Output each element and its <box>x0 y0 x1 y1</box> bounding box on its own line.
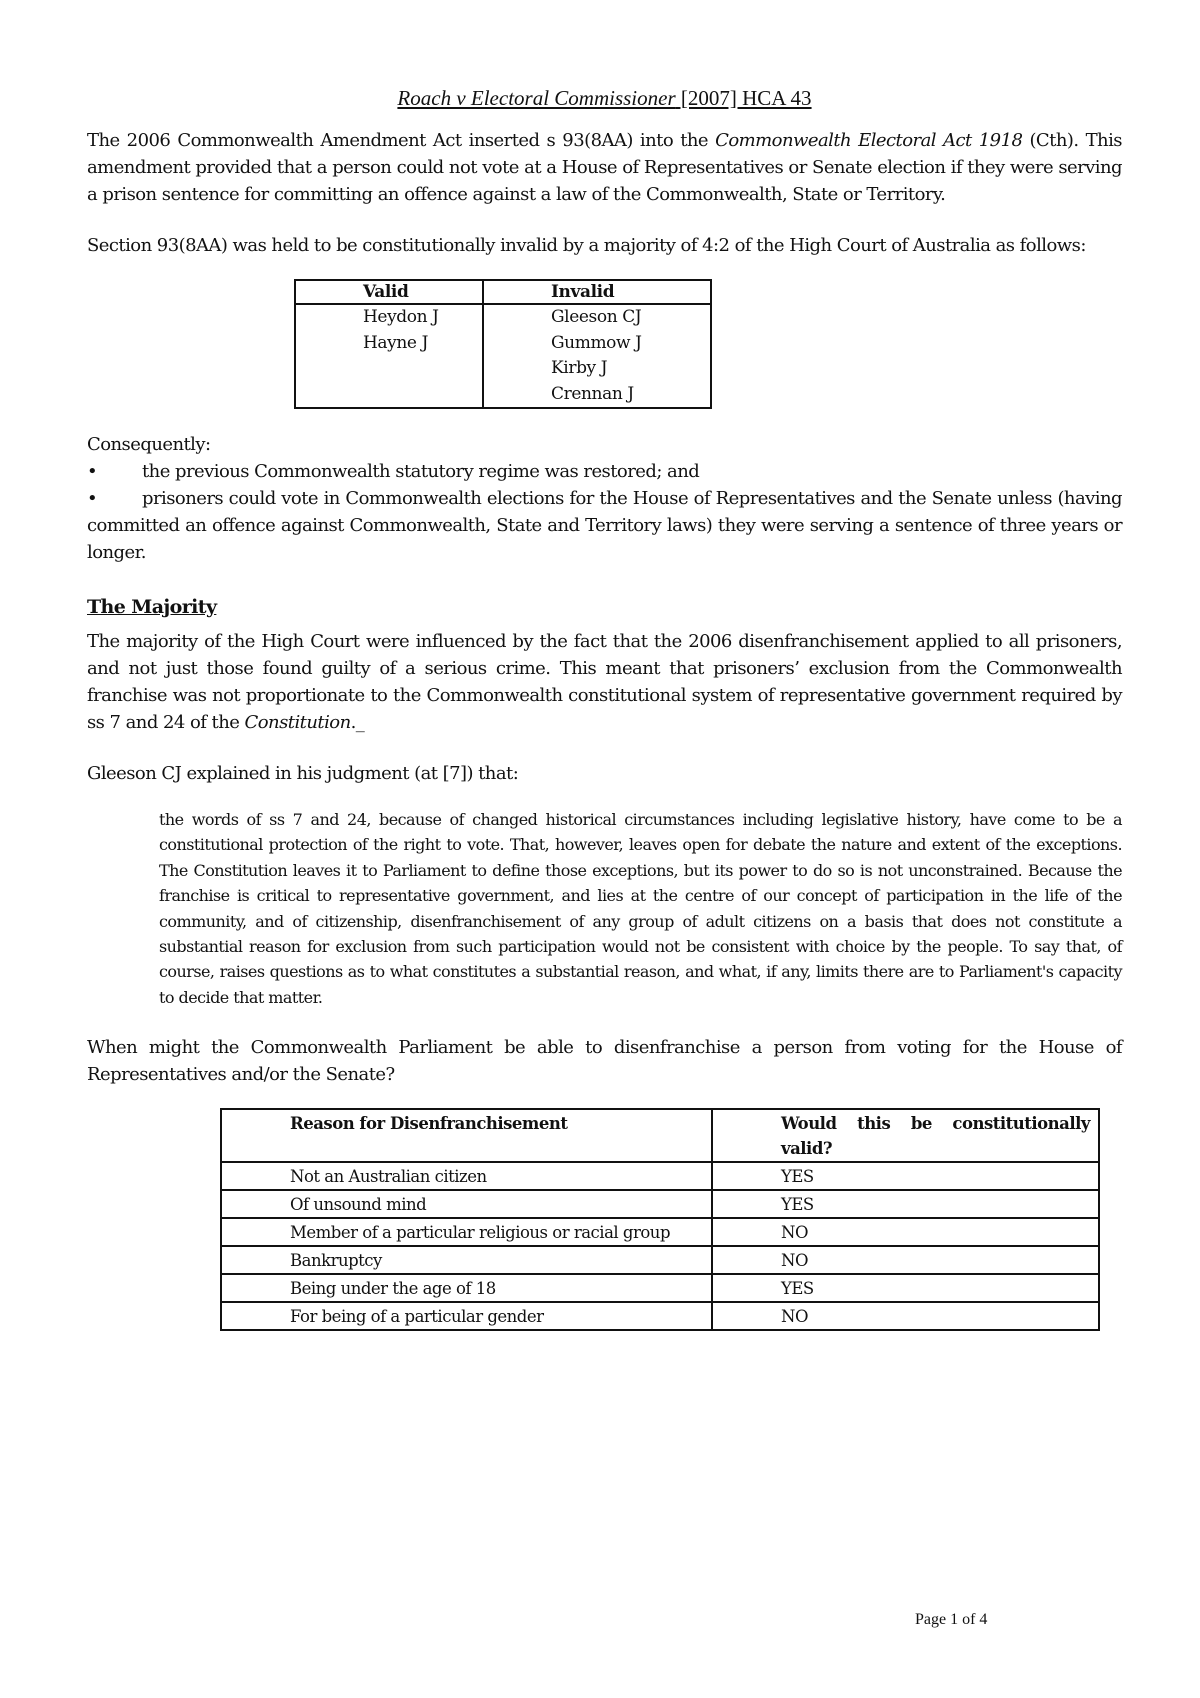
case-name: Roach v Electoral Commissioner <box>397 86 676 110</box>
judges-header-row <box>295 280 711 304</box>
section-paragraph: Section 93(8AA) was held to be constitutionally invalid by a majority of 4:2 of the High Court of Australia as follows: <box>87 235 1086 256</box>
reason-cell: Of unsound mind <box>221 1190 712 1218</box>
reason-cell: Bankruptcy <box>221 1246 712 1274</box>
judges-body-row <box>295 304 711 408</box>
page-number: Page 1 of 4 <box>915 1611 988 1628</box>
validity-cell: NO <box>712 1218 1099 1246</box>
bullet-icon: • <box>87 488 98 509</box>
judges-table <box>294 279 712 409</box>
table-row <box>221 1162 1099 1190</box>
invalid-judges-cell <box>483 304 711 408</box>
bullet-icon: • <box>87 461 98 482</box>
validity-cell: NO <box>712 1302 1099 1330</box>
intro-paragraph <box>87 127 1122 208</box>
judge-name: Gummow J <box>551 332 642 353</box>
table-row <box>221 1246 1099 1274</box>
judge-name: Hayne J <box>363 332 428 353</box>
reason-cell: Not an Australian citizen <box>221 1162 712 1190</box>
majority-paragraph <box>87 628 1122 736</box>
act-name: Commonwealth Electoral Act 1918 <box>715 130 1023 151</box>
validity-cell: YES <box>712 1274 1099 1302</box>
judge-name: Heydon J <box>363 307 439 327</box>
reason-header: Reason for Disenfranchisement <box>221 1109 712 1162</box>
consequently-label: Consequently: <box>87 434 211 455</box>
bullet-item <box>87 485 1122 566</box>
majority-heading: The Majority <box>87 596 217 618</box>
bullet-text: the previous Commonwealth statutory regime was restored; and <box>142 461 700 482</box>
majority-text: The majority of the High Court were influenced by the fact that the 2006 disenfranchisement applied to all prisoners, and not just those found guilty of a serious crime. This meant that prisoners’ exclusion from the Commonwealth franchise was not proportionate to the Commonwealth constitutional system of representative government required by ss 7 and 24 of the <box>87 631 1122 733</box>
table-row <box>221 1190 1099 1218</box>
table-row <box>221 1218 1099 1246</box>
valid-judges-cell <box>295 304 483 408</box>
judge-name: Crennan J <box>551 383 634 404</box>
intro-text-2: (Cth). This amendment provided that a person could not vote at a House of Representatives or Senate election if they were serving a prison sentence for committing an offence against a law of the Commonwealth, State or Territory. <box>87 130 1122 205</box>
judge-name: Kirby J <box>551 358 608 378</box>
invalid-header: Invalid <box>483 280 711 304</box>
reasons-header-row <box>221 1109 1099 1162</box>
table-row <box>221 1274 1099 1302</box>
validity-cell: YES <box>712 1162 1099 1190</box>
valid-header: Valid <box>295 280 483 304</box>
reasons-table <box>220 1108 1100 1331</box>
case-citation: [2007] HCA 43 <box>675 86 812 110</box>
judge-name: Gleeson CJ <box>551 307 642 327</box>
constitution-italic: Constitution <box>244 712 351 733</box>
bullet-text: prisoners could vote in Commonwealth elections for the House of Representatives and the Senate unless (having committed an offence against Commonwealth, State and Territory laws) they were serving a sentence of three years or longer. <box>87 488 1122 563</box>
block-quote: the words of ss 7 and 24, because of changed historical circumstances including legislative history, have come to be a constitutional protection of the right to vote. That, however, leaves open for debate the nature and extent of the exceptions. The Constitution leaves it to Parliament to define those exceptions, but its power to do so is not unconstrained. Because the franchise is critical to representative government, and lies at the centre of our concept of participation in the life of the community, and of citizenship, disenfranchisement of any group of adult citizens on a basis that does not constitute a substantial reason for exclusion from such participation would not be consistent with choice by the people. To say that, of course, raises questions as to what constitutes a substantial reason, and what, if any, limits there are to Parliament's capacity to decide that matter. <box>159 810 1122 1007</box>
validity-header: Would this be constitutionally valid? <box>712 1109 1099 1162</box>
intro-text-1: The 2006 Commonwealth Amendment Act inserted s 93(8AA) into the <box>87 130 716 151</box>
document-content <box>87 86 1122 1331</box>
reason-cell: Member of a particular religious or racial group <box>221 1218 712 1246</box>
reason-cell: For being of a particular gender <box>221 1302 712 1330</box>
bullet-item <box>87 458 1122 485</box>
gleeson-intro: Gleeson CJ explained in his judgment (at [7]) that: <box>87 763 519 784</box>
document-title <box>87 86 1122 111</box>
question-paragraph: When might the Commonwealth Parliament be able to disenfranchise a person from voting for the House of Representatives and/or the Senate? <box>87 1037 1122 1086</box>
table-row <box>221 1302 1099 1330</box>
reason-cell: Being under the age of 18 <box>221 1274 712 1302</box>
validity-cell: YES <box>712 1190 1099 1218</box>
majority-end: ._ <box>350 712 365 733</box>
validity-cell: NO <box>712 1246 1099 1274</box>
